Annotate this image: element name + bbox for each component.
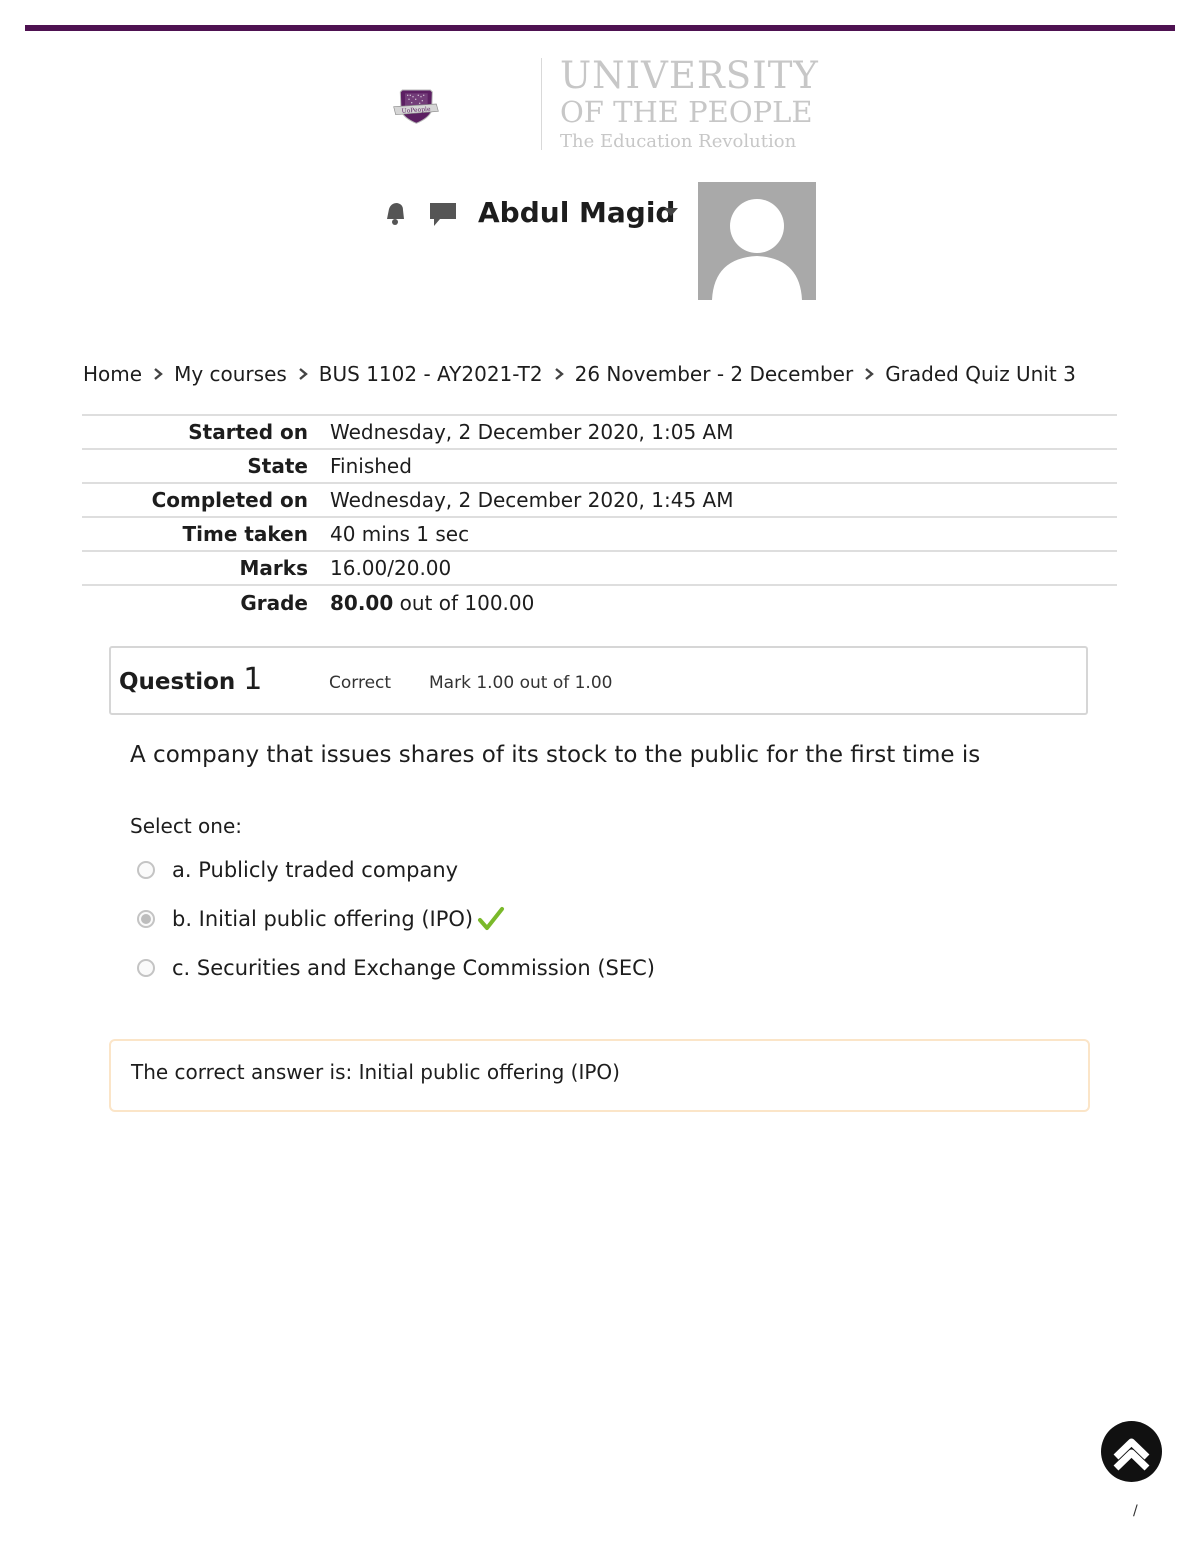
- question-label: Question: [119, 669, 236, 695]
- user-name[interactable]: Abdul Magid: [478, 196, 676, 229]
- correct-answer-text: The correct answer is: Initial public offering (IPO): [131, 1060, 620, 1084]
- question-number-value: 1: [243, 662, 263, 697]
- avatar[interactable]: [698, 182, 816, 300]
- select-one-prompt: Select one:: [130, 814, 243, 838]
- breadcrumb-course[interactable]: BUS 1102 - AY2021-T2: [318, 362, 543, 386]
- radio-button-selected[interactable]: [137, 910, 155, 928]
- summary-row-completed: [82, 483, 1117, 517]
- summary-label: Started on: [188, 420, 308, 444]
- summary-value: Wednesday, 2 December 2020, 1:05 AM: [330, 420, 734, 444]
- bell-icon[interactable]: [381, 199, 409, 227]
- answer-label: a. Publicly traded company: [172, 858, 459, 882]
- question-grade: Mark 1.00 out of 1.00: [429, 673, 613, 693]
- answer-option-a[interactable]: [137, 855, 458, 885]
- summary-value: Finished: [330, 454, 412, 478]
- grade-score: 80.00: [330, 590, 394, 615]
- radio-button[interactable]: [137, 861, 155, 879]
- summary-label: Grade: [240, 590, 308, 615]
- answer-label: c. Securities and Exchange Commission (SEC): [172, 956, 655, 980]
- logo-separator: [541, 58, 542, 150]
- check-icon: [477, 905, 505, 933]
- summary-row-state: [82, 449, 1117, 483]
- chevron-right-icon: [550, 361, 568, 387]
- back-to-top-icon[interactable]: [1101, 1421, 1162, 1482]
- chevron-right-icon: [294, 361, 312, 387]
- summary-row-started: [82, 415, 1117, 449]
- breadcrumb-quiz[interactable]: Graded Quiz Unit 3: [885, 362, 1076, 386]
- attempt-summary-table: [82, 414, 1117, 619]
- university-logo[interactable]: [393, 50, 533, 162]
- breadcrumb-home[interactable]: Home: [83, 362, 143, 386]
- question-state: Correct: [329, 673, 392, 693]
- feedback-box: [109, 1039, 1090, 1112]
- summary-label: Marks: [239, 556, 308, 580]
- chevron-right-icon: [149, 361, 167, 387]
- logo-badge-text: UoPeople: [401, 105, 431, 115]
- top-accent-bar: [25, 25, 1175, 31]
- summary-label: State: [247, 454, 308, 478]
- question-text: A company that issues shares of its stock to the public for the first time is: [130, 742, 981, 768]
- logo-line-2: OF THE PEOPLE: [560, 95, 813, 129]
- chevron-down-icon[interactable]: [664, 208, 678, 216]
- page-mark: /: [1133, 1503, 1138, 1519]
- question-info-box: [109, 646, 1088, 715]
- summary-row-time: [82, 517, 1117, 551]
- summary-label: Completed on: [151, 488, 308, 512]
- logo-wordmark: [560, 56, 819, 154]
- summary-row-grade: [82, 585, 1117, 619]
- summary-value: 16.00/20.00: [330, 556, 452, 580]
- summary-value: [330, 585, 1117, 619]
- breadcrumb-section[interactable]: 26 November - 2 December: [574, 362, 854, 386]
- grade-suffix: out of 100.00: [399, 590, 535, 615]
- summary-row-marks: [82, 551, 1117, 585]
- answer-label: b. Initial public offering (IPO): [172, 907, 474, 931]
- answer-option-b[interactable]: [137, 904, 505, 934]
- logo-line-1: UNIVERSITY: [560, 54, 819, 97]
- question-number: [119, 663, 262, 699]
- message-icon[interactable]: [428, 199, 458, 229]
- summary-value: Wednesday, 2 December 2020, 1:45 AM: [330, 488, 734, 512]
- breadcrumb-my-courses[interactable]: My courses: [174, 362, 287, 386]
- summary-label: Time taken: [182, 522, 308, 546]
- chevron-right-icon: [860, 361, 878, 387]
- answer-option-c[interactable]: [137, 953, 655, 983]
- logo-line-3: The Education Revolution: [560, 131, 797, 152]
- radio-button[interactable]: [137, 959, 155, 977]
- summary-value: 40 mins 1 sec: [330, 522, 470, 546]
- breadcrumb: [83, 361, 1076, 387]
